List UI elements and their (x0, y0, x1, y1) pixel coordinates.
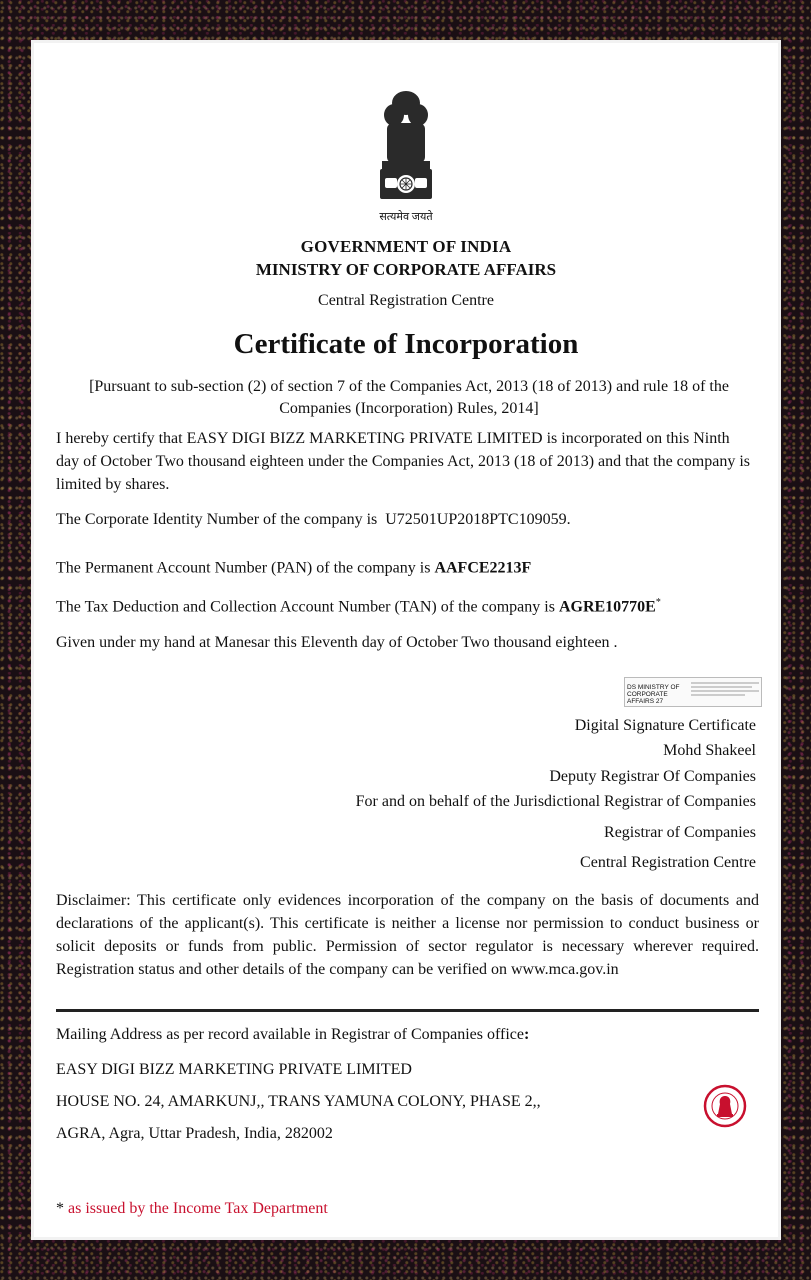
pursuant-clause: [Pursuant to sub-section (2) of section 7 of the Companies Act, 2013 (18 of 2013) and rule 18 of the Companies (Incorporation) Rules, 2014] (89, 378, 729, 417)
divider (56, 1009, 759, 1012)
footnote (56, 1200, 328, 1218)
national-emblem-icon (372, 83, 440, 208)
tan-footnote-marker: * (655, 597, 661, 608)
pan-line (56, 552, 756, 579)
given-line: Given under my hand at Manesar this Eleventh day of October Two thousand eighteen . (56, 634, 618, 651)
emblem-motto: सत्यमेव जयते (379, 211, 433, 223)
cin-value: U72501UP2018PTC109059. (385, 511, 571, 528)
certify-paragraph: I hereby certify that EASY DIGI BIZZ MARKETING PRIVATE LIMITED is incorporated on this Ninth day of October Two thousand eighteen under the Companies Act, 2013 (18 of 2013) and that the company is limited by shares. (56, 430, 750, 493)
ministry-heading: MINISTRY OF CORPORATE AFFAIRS (255, 260, 557, 279)
pan-value: AAFCE2213F (434, 559, 532, 577)
ministry-seal-icon (703, 1084, 747, 1128)
pan-label: The Permanent Account Number (PAN) of the company is (56, 559, 431, 577)
signatory-office: Registrar of Companies (604, 824, 756, 841)
mailing-address-line2: AGRA, Agra, Uttar Pradesh, India, 282002 (56, 1125, 333, 1142)
signatory-centre: Central Registration Centre (580, 854, 756, 871)
mailing-heading: Mailing Address as per record available in Registrar of Companies office: (56, 1026, 530, 1043)
signature-issuer-line2: CORPORATE AFFAIRS 27 (627, 691, 668, 705)
tan-line (56, 591, 756, 618)
disclaimer: Disclaimer: This certificate only evidences incorporation of the company on the basis of documents and declarations of the applicant(s). This certificate is neither a license nor permission to conduct business or solicit deposits or funds from public. Permission of sector regulator is necessary wherever required. Registration status and other details of the company can be verified on www.mca.gov.in (56, 892, 759, 978)
mailing-address-line1: HOUSE NO. 24, AMARKUNJ,, TRANS YAMUNA COLONY, PHASE 2,, (56, 1093, 541, 1110)
cin-label: The Corporate Identity Number of the company is (56, 511, 378, 528)
signature-fine-print (691, 680, 759, 698)
signatory-name: Mohd Shakeel (663, 742, 756, 759)
tan-label: The Tax Deduction and Collection Account Number (TAN) of the company is (56, 598, 555, 616)
footnote-text: as issued by the Income Tax Department (64, 1200, 328, 1217)
registration-centre: Central Registration Centre (318, 292, 494, 309)
tan-value: AGRE10770E (558, 598, 656, 616)
certificate-paper (34, 43, 778, 1237)
mailing-company: EASY DIGI BIZZ MARKETING PRIVATE LIMITED (56, 1061, 412, 1078)
digital-signature-box (624, 677, 762, 707)
certificate-frame (31, 40, 781, 1240)
signatory-dsc: Digital Signature Certificate (574, 717, 756, 734)
cin-line (56, 508, 756, 531)
page-title: Certificate of Incorporation (233, 328, 579, 360)
government-heading: GOVERNMENT OF INDIA (300, 237, 512, 256)
signatory-designation: Deputy Registrar Of Companies (549, 768, 756, 785)
signature-issuer-line1: DS MINISTRY OF (627, 684, 680, 691)
footnote-marker: * (56, 1200, 64, 1217)
signatory-behalf: For and on behalf of the Jurisdictional Registrar of Companies (355, 793, 756, 810)
